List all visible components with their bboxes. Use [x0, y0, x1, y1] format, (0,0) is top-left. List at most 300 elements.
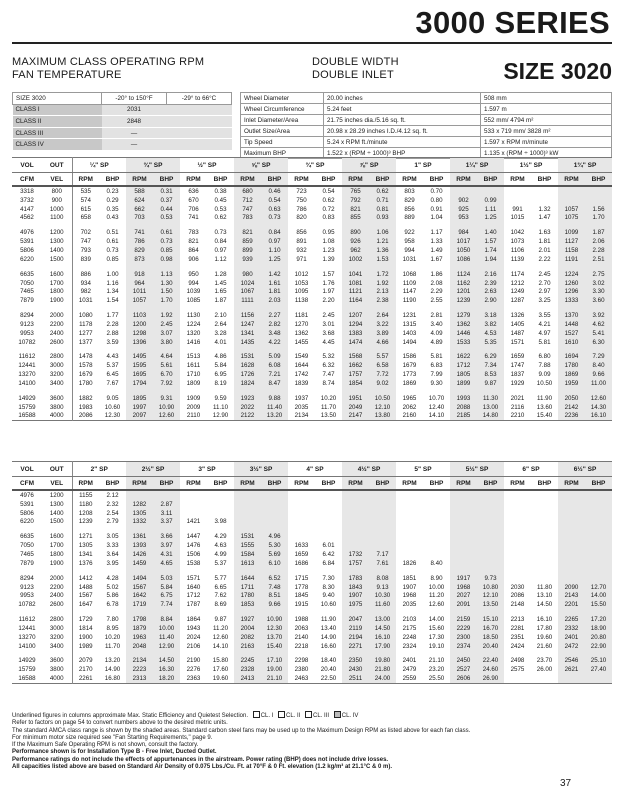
table-row [12, 490, 612, 500]
table-cell: 1155 [79, 491, 93, 499]
table-cell: 4.29 [214, 533, 227, 541]
table-cell: 1300 [42, 500, 72, 509]
table-cell: 1644 [234, 574, 261, 583]
table-cell: 2.90 [477, 296, 504, 305]
table-cell [477, 532, 504, 541]
table-cell: 1993 [450, 394, 477, 403]
table-cell: 7.30 [322, 574, 335, 582]
table-cell: 7.72 [369, 370, 396, 379]
table-cell [126, 490, 153, 500]
table-cell: 11.60 [369, 600, 396, 609]
table-cell: 7879 [20, 297, 34, 305]
table-cell: 14100 [18, 642, 36, 650]
table-cell: 821 [234, 228, 261, 237]
column-header: RPM [504, 477, 531, 491]
table-cell: 25.10 [585, 657, 612, 666]
table-row [12, 394, 612, 403]
table-cell: 750 [296, 196, 307, 204]
table-cell: 1.10 [261, 246, 288, 255]
column-group-header: VOL [12, 462, 42, 477]
table-cell: 1305 [78, 542, 93, 550]
table-cell: 1695 [126, 370, 153, 379]
table-cell [504, 550, 531, 559]
table-cell: 9.88 [261, 394, 288, 403]
table-cell [504, 518, 531, 527]
table-cell: 9.87 [214, 616, 227, 624]
table-cell: 11.40 [261, 403, 288, 412]
table-cell: 1538 [186, 559, 201, 567]
table-cell: 3.89 [369, 329, 396, 338]
table-cell: 1081 [342, 279, 369, 288]
column-header: CFM [12, 173, 42, 187]
table-cell [531, 490, 558, 500]
table-cell: 7.62 [214, 592, 227, 600]
table-cell: 1567 [126, 583, 153, 592]
table-cell: 1024 [234, 279, 261, 288]
table-cell: 2090 [558, 583, 585, 592]
table-cell: 1915 [294, 601, 309, 609]
table-cell: 1864 [186, 616, 201, 624]
table-cell: 2328 [234, 665, 261, 674]
table-cell: 3.82 [477, 320, 504, 329]
table-cell: 2194 [342, 633, 369, 642]
table-cell [477, 559, 504, 568]
table-cell: 902 [450, 196, 477, 205]
header-row-pressure [12, 462, 612, 477]
table-cell: 1500 [42, 255, 72, 264]
table-cell: 5.37 [106, 362, 119, 370]
table-cell: 16.10 [536, 616, 553, 624]
table-cell: 1260 [558, 279, 585, 288]
table-cell: 15759 [18, 666, 36, 674]
column-header: RPM [72, 173, 99, 187]
table-cell: 873 [126, 255, 153, 264]
table-cell: 9.02 [369, 379, 396, 388]
table-cell: 1.00 [106, 270, 119, 278]
table-cell: 0.53 [214, 205, 227, 213]
table-cell: 2261 [78, 675, 93, 683]
table-cell: 1130 [186, 312, 201, 320]
table-cell: 1271 [78, 533, 93, 541]
table-cell: 19.80 [369, 657, 396, 666]
table-cell: 1778 [294, 583, 309, 591]
legend-cl3: CL. III [313, 713, 330, 719]
table-cell: 1595 [126, 361, 153, 370]
table-row [12, 500, 612, 509]
table-row [12, 279, 612, 288]
column-header: BHP [207, 477, 234, 491]
table-cell [396, 518, 423, 527]
table-cell [315, 518, 342, 527]
table-cell: 1.21 [369, 237, 396, 246]
table-cell: 890 [342, 228, 369, 237]
table-cell [396, 532, 423, 541]
table-row [12, 642, 612, 651]
table-cell: 8.30 [322, 583, 335, 591]
table-cell: 1459 [126, 559, 153, 568]
table-cell: 2.01 [538, 246, 551, 254]
table-cell: 16.70 [477, 624, 504, 633]
table-cell: 1584 [234, 550, 261, 559]
table-cell: 0.37 [153, 196, 180, 205]
legend-box-cl4 [334, 711, 341, 718]
table-cell [531, 196, 558, 205]
table-cell: 11.20 [212, 624, 229, 632]
table-cell: 13.40 [320, 624, 337, 632]
table-cell: 2140 [294, 633, 309, 641]
table-cell: 3.30 [585, 287, 612, 296]
table-cell: 2.81 [430, 312, 443, 320]
table-cell: 2147 [342, 412, 369, 421]
table-cell: 13.50 [477, 600, 504, 609]
table-cell: 2.45 [153, 320, 180, 329]
table-cell [477, 509, 504, 518]
table-cell: 8.84 [153, 615, 180, 624]
table-cell: 2276 [186, 666, 201, 674]
table-cell: 1527 [558, 329, 585, 338]
table-cell: 5.61 [153, 361, 180, 370]
table-cell: 0.44 [153, 205, 180, 214]
table-cell: 1.33 [430, 238, 443, 246]
spec-cell: 552 mm/ 4794 m² [481, 115, 612, 126]
column-header: BHP [153, 173, 180, 187]
table-cell: 1277 [78, 329, 93, 337]
spec-cell: 1.597 x RPM m/minute [481, 137, 612, 148]
table-cell: 958 [404, 238, 415, 246]
table-cell: 1853 [234, 600, 261, 609]
table-cell [531, 186, 558, 196]
table-cell: 6.78 [106, 601, 119, 609]
table-cell: 6.84 [322, 559, 335, 567]
table-cell: 1181 [294, 312, 309, 320]
table-cell [558, 674, 585, 683]
table-cell: 11612 [18, 353, 36, 361]
table-cell: 0.38 [214, 187, 227, 195]
table-cell: 14.80 [477, 412, 504, 421]
table-cell: 1787 [186, 601, 201, 609]
table-cell: 19.00 [261, 665, 288, 674]
table-cell: 0.63 [261, 205, 288, 214]
table-cell: 1983 [78, 403, 93, 411]
table-cell: 0.61 [153, 228, 180, 237]
table-cell: 1041 [342, 270, 369, 279]
table-cell: 1927 [234, 615, 261, 624]
table-cell: 4.43 [106, 353, 119, 361]
table-cell: 19.60 [536, 633, 553, 641]
table-cell: 3.66 [153, 532, 180, 541]
table-cell: 12.10 [369, 403, 396, 412]
table-cell: 1224 [558, 270, 585, 279]
table-cell: 1851 [402, 574, 417, 582]
table-cell: 800 [42, 186, 72, 196]
table-cell [558, 550, 585, 559]
table-cell: 5806 [20, 246, 34, 254]
table-cell: 16.10 [369, 633, 396, 642]
table-cell [369, 500, 396, 509]
table-cell: 3.68 [322, 329, 335, 337]
table-cell: 17.20 [585, 615, 612, 624]
column-header: RPM [234, 477, 261, 491]
column-header: CFM [12, 477, 42, 491]
table-row [12, 550, 612, 559]
table-cell [423, 509, 450, 518]
table-cell: 2.88 [106, 329, 119, 337]
table-cell [585, 532, 612, 541]
table-cell: 0.71 [369, 196, 396, 205]
table-cell: 7.29 [585, 353, 612, 362]
table-cell: 23.20 [428, 666, 445, 674]
table-cell: 2265 [558, 615, 585, 624]
table-cell: 25.50 [428, 675, 445, 683]
table-cell: 1780 [234, 591, 261, 600]
table-cell: 1201 [450, 287, 477, 296]
table-cell: 2363 [186, 675, 201, 683]
table-cell: 2351 [510, 633, 525, 641]
table-cell: 899 [234, 246, 261, 255]
table-cell: 0.72 [322, 205, 335, 213]
table-cell: 3.95 [106, 559, 119, 567]
column-group-header: OUT [42, 462, 72, 477]
table-row [12, 246, 612, 255]
table-cell: 2170 [78, 666, 93, 674]
spec-row [241, 93, 612, 104]
footnotes [12, 711, 612, 771]
table-cell: 3.97 [153, 541, 180, 550]
table-row [12, 600, 612, 609]
table-cell [342, 541, 369, 550]
table-cell: 2027 [450, 591, 477, 600]
table-cell: 1200 [126, 320, 153, 329]
table-cell: 2134 [126, 657, 153, 666]
table-cell: 3.05 [106, 533, 119, 541]
table-cell: 5.69 [261, 550, 288, 559]
table-cell: 19.10 [428, 642, 445, 650]
table-cell: 765 [342, 186, 369, 196]
table-cell: 1679 [402, 362, 417, 370]
table-cell [423, 500, 450, 509]
table-cell: 1.61 [261, 279, 288, 288]
table-row [12, 329, 612, 338]
table-cell: 1610 [558, 338, 585, 347]
table-cell: 2401 [558, 633, 585, 642]
table-cell: 1719 [126, 600, 153, 609]
table-cell [585, 574, 612, 583]
table-cell: 1712 [186, 592, 201, 600]
table-cell: 1555 [234, 541, 261, 550]
table-cell: 8.51 [261, 591, 288, 600]
table-cell: 1622 [450, 353, 477, 362]
table-cell: 1362 [294, 329, 309, 337]
table-cell: 839 [80, 255, 91, 263]
table-cell: 8.40 [430, 559, 443, 567]
column-group-header: 1" SP [396, 158, 450, 173]
table-cell: 2082 [234, 633, 261, 642]
column-header: RPM [504, 173, 531, 187]
table-cell: 2047 [342, 615, 369, 624]
table-cell: 1.13 [153, 270, 180, 279]
column-header: RPM [558, 477, 585, 491]
table-cell: 574 [80, 196, 91, 204]
class-row [13, 139, 232, 151]
table-cell [396, 509, 423, 518]
table-cell: 5.81 [430, 353, 443, 361]
table-cell: 1951 [342, 394, 369, 403]
table-cell: 662 [126, 205, 153, 214]
table-cell [504, 490, 531, 500]
table-cell: 0.73 [261, 214, 288, 223]
table-cell [558, 186, 585, 196]
table-cell: 3.33 [106, 542, 119, 550]
table-cell: 5.30 [261, 541, 288, 550]
table-cell: 1050 [450, 246, 477, 255]
table-cell: 4.64 [153, 353, 180, 362]
table-cell: 1320 [186, 329, 201, 337]
table-cell: 13.20 [261, 412, 288, 421]
table-cell: 624 [126, 196, 153, 205]
table-cell: 1121 [342, 287, 369, 296]
table-cell: 12.60 [153, 412, 180, 421]
table-cell: 0.46 [261, 186, 288, 196]
table-cell: 16.80 [104, 675, 121, 683]
table-cell: 0.23 [106, 187, 119, 195]
table-cell: 14.10 [428, 412, 445, 420]
column-header: RPM [342, 173, 369, 187]
spec-row [241, 104, 612, 115]
class-row [13, 127, 232, 139]
table-cell: 12.10 [477, 591, 504, 600]
column-group-header: VOL [12, 158, 42, 173]
table-cell [504, 541, 531, 550]
table-cell: 20.80 [585, 633, 612, 642]
table-cell: 15.50 [585, 600, 612, 609]
spec-cell: 533 x 719 mm/ 3828 m² [481, 126, 612, 137]
table-cell: 8.74 [322, 379, 335, 387]
column-header: BHP [99, 173, 126, 187]
table-cell: 3200 [42, 370, 72, 379]
table-cell [450, 550, 477, 559]
table-cell: 1158 [558, 246, 585, 255]
table-cell: 7.80 [106, 616, 119, 624]
table-cell: 1937 [294, 394, 309, 402]
column-header: RPM [126, 477, 153, 491]
table-cell [477, 518, 504, 527]
table-cell: 1039 [186, 288, 201, 296]
table-cell: 2103 [402, 616, 417, 624]
table-cell: 0.85 [153, 246, 180, 255]
table-cell: 2400 [42, 329, 72, 338]
table-cell: 820 [296, 214, 307, 222]
table-cell: 2511 [342, 674, 369, 683]
table-row [12, 674, 612, 683]
table-cell: 2218 [294, 642, 309, 650]
table-cell: 7050 [20, 279, 34, 287]
table-cell [342, 509, 369, 518]
column-group-header: 3" SP [180, 462, 234, 477]
table-cell: 2.10 [214, 312, 227, 320]
table-cell: 2.45 [538, 270, 551, 278]
subtitle-max-class-rpm: MAXIMUM CLASS OPERATING RPM [12, 56, 205, 68]
table-cell: 1085 [186, 297, 201, 305]
table-cell: 1988 [294, 616, 309, 624]
table-cell: 1826 [402, 559, 417, 567]
table-cell: 1571 [186, 574, 201, 582]
table-cell: 2281 [510, 624, 525, 632]
table-cell: 2.29 [430, 288, 443, 296]
table-cell: 994 [188, 279, 199, 287]
table-cell: 2030 [510, 583, 525, 591]
column-header: RPM [180, 173, 207, 187]
table-row [12, 353, 612, 362]
table-cell: 2600 [42, 600, 72, 609]
table-cell: 2248 [402, 633, 417, 641]
table-cell: 2463 [294, 675, 309, 683]
table-row [12, 228, 612, 237]
table-cell: 3318 [20, 187, 34, 195]
table-cell: 1531 [234, 353, 261, 362]
table-cell: 17.60 [212, 666, 229, 674]
table-cell: 18.40 [320, 657, 337, 665]
table-cell: 1.94 [477, 255, 504, 264]
table-cell: 1000 [42, 205, 72, 214]
table-cell: 1613 [234, 559, 261, 568]
table-cell: 2606 [450, 674, 477, 683]
table-cell: 829 [126, 246, 153, 255]
table-cell [585, 509, 612, 518]
table-cell [585, 550, 612, 559]
table-cell: 1879 [126, 624, 153, 633]
table-cell: 3800 [42, 403, 72, 412]
table-cell: 1124 [450, 270, 477, 279]
table-cell: 12.40 [428, 403, 445, 411]
table-cell: 8.90 [430, 574, 443, 582]
table-cell: 1488 [78, 583, 93, 591]
table-cell: 6.65 [214, 583, 227, 591]
column-group-header: 1½" SP [504, 158, 558, 173]
table-cell: 2.22 [538, 255, 551, 263]
table-cell: 0.95 [322, 229, 335, 237]
table-cell: 962 [342, 246, 369, 255]
table-cell: 4562 [20, 214, 34, 222]
column-header: RPM [72, 477, 99, 491]
table-cell: 1.40 [477, 228, 504, 237]
table-cell: 5.09 [261, 353, 288, 362]
table-cell: 1.67 [430, 255, 443, 263]
table-cell [531, 574, 558, 583]
column-group-header: 6½" SP [558, 462, 612, 477]
table-cell: 2.75 [585, 270, 612, 279]
table-cell: 1474 [342, 338, 369, 347]
table-cell: 3000 [42, 624, 72, 633]
table-cell: 14.10 [212, 642, 229, 650]
spec-cell: Tip Speed [241, 137, 324, 148]
table-cell [153, 490, 180, 500]
column-group-header: 4" SP [288, 462, 342, 477]
table-cell: 2000 [42, 311, 72, 320]
table-cell: 1923 [234, 394, 261, 403]
table-cell: 1412 [78, 574, 93, 582]
table-cell: 2086 [510, 592, 525, 600]
table-cell: 0.91 [430, 205, 443, 213]
column-group-header: 4½" SP [342, 462, 396, 477]
table-cell: 1400 [42, 509, 72, 518]
table-cell: 1640 [186, 583, 201, 591]
table-cell [531, 541, 558, 550]
class-cell: -20° to 150°F [102, 93, 167, 105]
table-cell: 741 [188, 214, 199, 222]
table-cell: 1943 [186, 624, 201, 632]
table-cell: 1405 [510, 320, 525, 328]
table-cell: 1757 [342, 370, 369, 379]
